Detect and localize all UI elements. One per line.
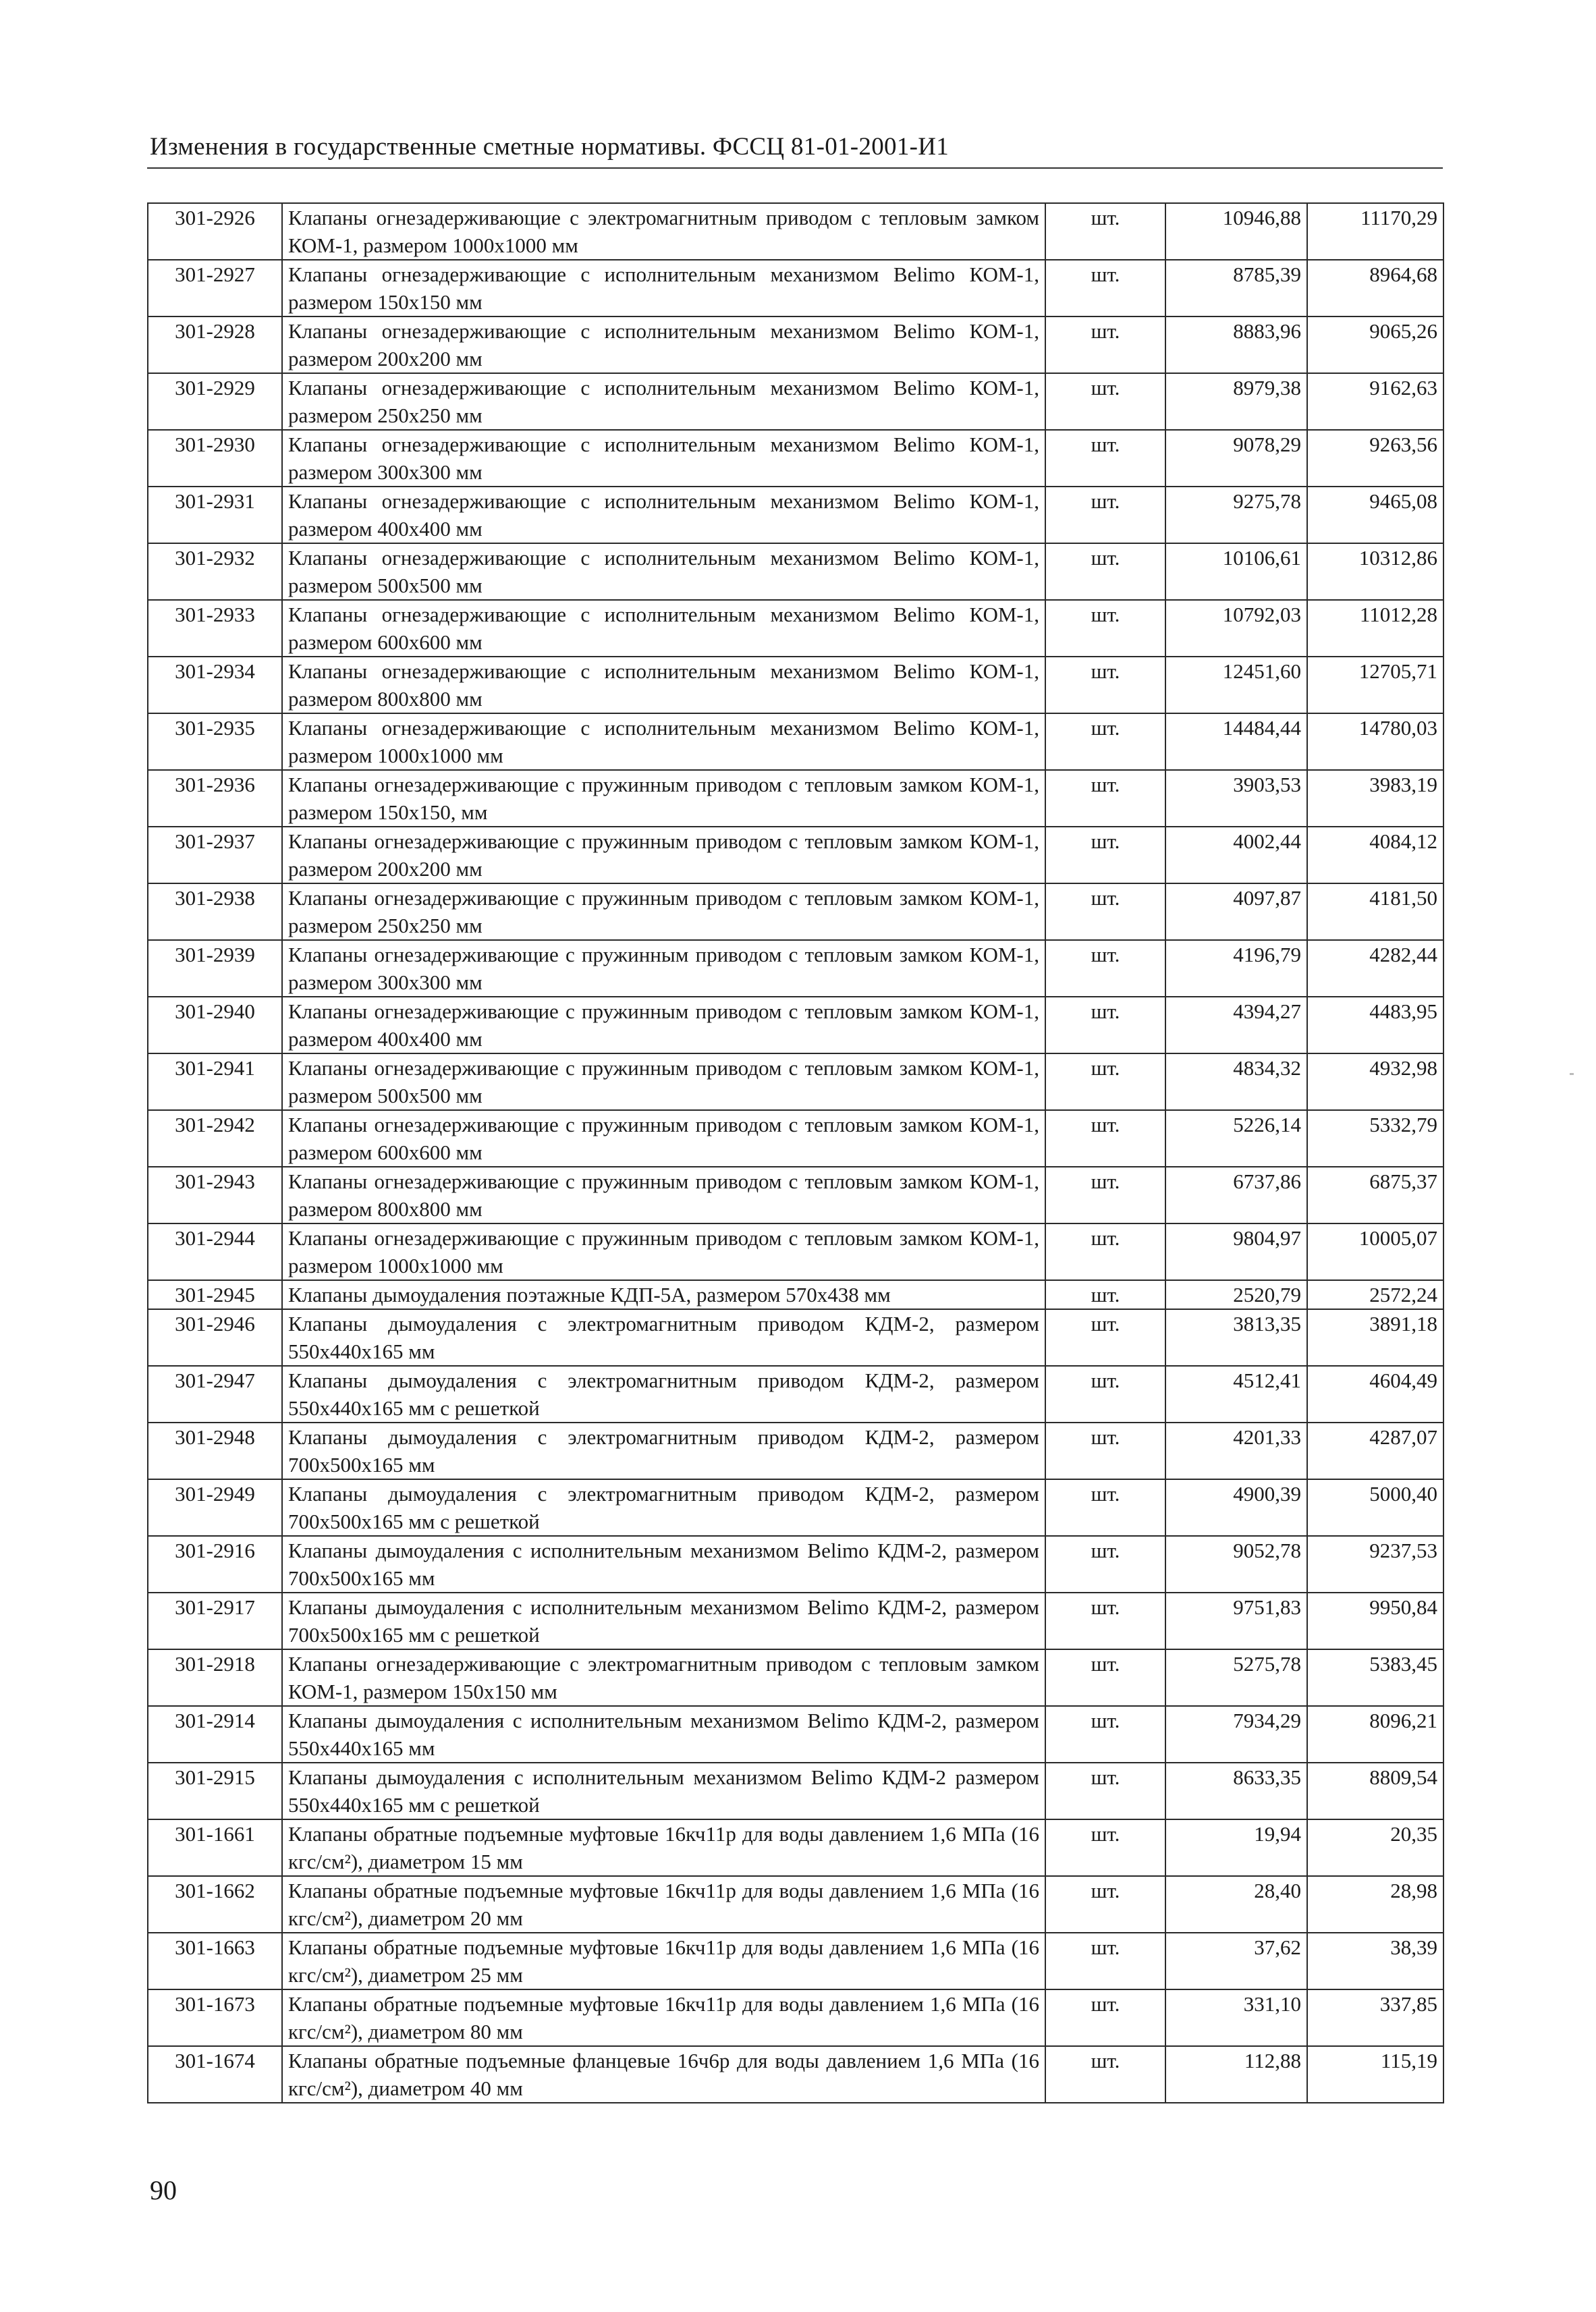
price-new-cell: 6875,37 — [1307, 1167, 1443, 1223]
price-current-cell: 10106,61 — [1165, 543, 1307, 600]
description-cell: Клапаны огнезадерживающие с пружинным приводом с тепловым замком КОМ-1, размером 500х500 мм — [282, 1053, 1045, 1110]
description-cell: Клапаны дымоудаления с исполнительным механизмом Belimo КДМ-2, размером 700х500х165 мм — [282, 1536, 1045, 1593]
description-cell: Клапаны дымоудаления поэтажные КДП-5А, размером 570х438 мм — [282, 1280, 1045, 1309]
price-current-cell: 4002,44 — [1165, 827, 1307, 883]
unit-cell: шт. — [1045, 203, 1165, 260]
price-new-cell: 9950,84 — [1307, 1593, 1443, 1649]
unit-cell: шт. — [1045, 260, 1165, 316]
unit-cell: шт. — [1045, 1649, 1165, 1706]
price-new-cell: 12705,71 — [1307, 657, 1443, 713]
unit-cell: шт. — [1045, 1110, 1165, 1167]
price-new-cell: 4604,49 — [1307, 1366, 1443, 1423]
resource-code-cell: 301-2940 — [148, 997, 282, 1053]
resource-code-cell: 301-2943 — [148, 1167, 282, 1223]
price-current-cell: 12451,60 — [1165, 657, 1307, 713]
table-row — [148, 1167, 1443, 1223]
resource-code-cell: 301-2941 — [148, 1053, 282, 1110]
price-new-cell: 9065,26 — [1307, 316, 1443, 373]
price-new-cell: 9465,08 — [1307, 487, 1443, 543]
unit-cell: шт. — [1045, 657, 1165, 713]
unit-cell: шт. — [1045, 487, 1165, 543]
price-current-cell: 4394,27 — [1165, 997, 1307, 1053]
table-row — [148, 430, 1443, 487]
price-current-cell: 5226,14 — [1165, 1110, 1307, 1167]
table-row — [148, 203, 1443, 260]
price-current-cell: 4097,87 — [1165, 883, 1307, 940]
price-new-cell: 28,98 — [1307, 1876, 1443, 1933]
price-new-cell: 4084,12 — [1307, 827, 1443, 883]
price-current-cell: 10792,03 — [1165, 600, 1307, 657]
description-cell: Клапаны огнезадерживающие с пружинным приводом с тепловым замком КОМ-1, размером 200х200 мм — [282, 827, 1045, 883]
table-row — [148, 487, 1443, 543]
price-current-cell: 4900,39 — [1165, 1479, 1307, 1536]
resource-code-cell: 301-2942 — [148, 1110, 282, 1167]
table-row — [148, 1706, 1443, 1763]
description-cell: Клапаны дымоудаления с исполнительным механизмом Belimo КДМ-2, размером 550х440х165 мм — [282, 1706, 1045, 1763]
resource-code-cell: 301-2915 — [148, 1763, 282, 1819]
description-cell: Клапаны огнезадерживающие с пружинным приводом с тепловым замком КОМ-1, размером 250х250 мм — [282, 883, 1045, 940]
resource-code-cell: 301-2933 — [148, 600, 282, 657]
resource-code-cell: 301-2946 — [148, 1309, 282, 1366]
resource-code-cell: 301-2926 — [148, 203, 282, 260]
price-current-cell: 4834,32 — [1165, 1053, 1307, 1110]
resource-code-cell: 301-1674 — [148, 2046, 282, 2103]
description-cell: Клапаны огнезадерживающие с пружинным приводом с тепловым замком КОМ-1, размером 150х150, мм — [282, 770, 1045, 827]
price-new-cell: 11170,29 — [1307, 203, 1443, 260]
table-row — [148, 260, 1443, 316]
resource-code-cell: 301-1661 — [148, 1819, 282, 1876]
table-row — [148, 1366, 1443, 1423]
unit-cell: шт. — [1045, 997, 1165, 1053]
description-cell: Клапаны дымоудаления с исполнительным механизмом Belimo КДМ-2 размером 550х440х165 мм с решеткой — [282, 1763, 1045, 1819]
table-row — [148, 883, 1443, 940]
resource-code-cell: 301-2931 — [148, 487, 282, 543]
price-current-cell: 9078,29 — [1165, 430, 1307, 487]
price-current-cell: 331,10 — [1165, 1989, 1307, 2046]
table-row — [148, 1649, 1443, 1706]
price-current-cell: 8979,38 — [1165, 373, 1307, 430]
unit-cell: шт. — [1045, 316, 1165, 373]
table-row — [148, 1280, 1443, 1309]
price-current-cell: 10946,88 — [1165, 203, 1307, 260]
header-rule — [147, 167, 1443, 169]
description-cell: Клапаны огнезадерживающие с исполнительным механизмом Belimo КОМ-1, размером 250х250 мм — [282, 373, 1045, 430]
description-cell: Клапаны дымоудаления с электромагнитным приводом КДМ-2, размером 550х440х165 мм с решеткой — [282, 1366, 1045, 1423]
price-new-cell: 10005,07 — [1307, 1223, 1443, 1280]
unit-cell: шт. — [1045, 1309, 1165, 1366]
description-cell: Клапаны огнезадерживающие с исполнительным механизмом Belimo КОМ-1, размером 600х600 мм — [282, 600, 1045, 657]
margin-mark — [1570, 1073, 1574, 1075]
price-new-cell: 11012,28 — [1307, 600, 1443, 657]
table-row — [148, 827, 1443, 883]
table-row — [148, 1819, 1443, 1876]
description-cell: Клапаны огнезадерживающие с электромагнитным приводом с тепловым замком КОМ-1, размером 150х150 мм — [282, 1649, 1045, 1706]
table-row — [148, 2046, 1443, 2103]
price-current-cell: 6737,86 — [1165, 1167, 1307, 1223]
unit-cell: шт. — [1045, 1933, 1165, 1989]
description-cell: Клапаны огнезадерживающие с исполнительным механизмом Belimo КОМ-1, размером 500х500 мм — [282, 543, 1045, 600]
unit-cell: шт. — [1045, 940, 1165, 997]
price-current-cell: 9804,97 — [1165, 1223, 1307, 1280]
description-cell: Клапаны дымоудаления с электромагнитным приводом КДМ-2, размером 700х500х165 мм с решеткой — [282, 1479, 1045, 1536]
price-current-cell: 4512,41 — [1165, 1366, 1307, 1423]
resource-code-cell: 301-1673 — [148, 1989, 282, 2046]
resource-code-cell: 301-2934 — [148, 657, 282, 713]
price-new-cell: 8809,54 — [1307, 1763, 1443, 1819]
description-cell: Клапаны огнезадерживающие с электромагнитным приводом с тепловым замком КОМ-1, размером 1000х1000 мм — [282, 203, 1045, 260]
price-new-cell: 20,35 — [1307, 1819, 1443, 1876]
price-current-cell: 4196,79 — [1165, 940, 1307, 997]
table-row — [148, 1593, 1443, 1649]
unit-cell: шт. — [1045, 1819, 1165, 1876]
unit-cell: шт. — [1045, 1763, 1165, 1819]
price-current-cell: 5275,78 — [1165, 1649, 1307, 1706]
unit-cell: шт. — [1045, 1876, 1165, 1933]
description-cell: Клапаны обратные подъемные муфтовые 16кч11р для воды давлением 1,6 МПа (16 кгс/см²), диаметром 25 мм — [282, 1933, 1045, 1989]
unit-cell: шт. — [1045, 770, 1165, 827]
unit-cell: шт. — [1045, 1536, 1165, 1593]
resource-code-cell: 301-2930 — [148, 430, 282, 487]
table-row — [148, 1110, 1443, 1167]
description-cell: Клапаны обратные подъемные фланцевые 16ч6р для воды давлением 1,6 МПа (16 кгс/см²), диаметром 40 мм — [282, 2046, 1045, 2103]
price-new-cell: 4932,98 — [1307, 1053, 1443, 1110]
price-new-cell: 5000,40 — [1307, 1479, 1443, 1536]
unit-cell: шт. — [1045, 373, 1165, 430]
resource-code-cell: 301-2947 — [148, 1366, 282, 1423]
table-row — [148, 1933, 1443, 1989]
resource-code-cell: 301-2939 — [148, 940, 282, 997]
unit-cell: шт. — [1045, 2046, 1165, 2103]
table-row — [148, 770, 1443, 827]
price-current-cell: 3903,53 — [1165, 770, 1307, 827]
unit-cell: шт. — [1045, 1280, 1165, 1309]
unit-cell: шт. — [1045, 827, 1165, 883]
table-row — [148, 1479, 1443, 1536]
description-cell: Клапаны огнезадерживающие с пружинным приводом с тепловым замком КОМ-1, размером 600х600 мм — [282, 1110, 1045, 1167]
description-cell: Клапаны огнезадерживающие с пружинным приводом с тепловым замком КОМ-1, размером 300х300 мм — [282, 940, 1045, 997]
price-new-cell: 10312,86 — [1307, 543, 1443, 600]
description-cell: Клапаны огнезадерживающие с пружинным приводом с тепловым замком КОМ-1, размером 400х400 мм — [282, 997, 1045, 1053]
description-cell: Клапаны огнезадерживающие с исполнительным механизмом Belimo КОМ-1, размером 300х300 мм — [282, 430, 1045, 487]
price-new-cell: 9263,56 — [1307, 430, 1443, 487]
price-current-cell: 19,94 — [1165, 1819, 1307, 1876]
price-new-cell: 3983,19 — [1307, 770, 1443, 827]
table-row — [148, 713, 1443, 770]
table-row — [148, 1763, 1443, 1819]
unit-cell: шт. — [1045, 430, 1165, 487]
table-row — [148, 543, 1443, 600]
resource-code-cell: 301-1663 — [148, 1933, 282, 1989]
price-current-cell: 9275,78 — [1165, 487, 1307, 543]
table-row — [148, 1309, 1443, 1366]
resource-code-cell: 301-2918 — [148, 1649, 282, 1706]
unit-cell: шт. — [1045, 1479, 1165, 1536]
price-table-body — [148, 203, 1443, 2103]
unit-cell: шт. — [1045, 1053, 1165, 1110]
price-current-cell: 4201,33 — [1165, 1423, 1307, 1479]
description-cell: Клапаны огнезадерживающие с исполнительным механизмом Belimo КОМ-1, размером 400х400 мм — [282, 487, 1045, 543]
price-current-cell: 8633,35 — [1165, 1763, 1307, 1819]
unit-cell: шт. — [1045, 713, 1165, 770]
table-row — [148, 1223, 1443, 1280]
resource-code-cell: 301-2949 — [148, 1479, 282, 1536]
price-new-cell: 5332,79 — [1307, 1110, 1443, 1167]
resource-code-cell: 301-2927 — [148, 260, 282, 316]
price-current-cell: 9751,83 — [1165, 1593, 1307, 1649]
price-current-cell: 8785,39 — [1165, 260, 1307, 316]
resource-code-cell: 301-2914 — [148, 1706, 282, 1763]
price-current-cell: 8883,96 — [1165, 316, 1307, 373]
table-row — [148, 657, 1443, 713]
price-new-cell: 3891,18 — [1307, 1309, 1443, 1366]
price-current-cell: 9052,78 — [1165, 1536, 1307, 1593]
description-cell: Клапаны обратные подъемные муфтовые 16кч11р для воды давлением 1,6 МПа (16 кгс/см²), диаметром 20 мм — [282, 1876, 1045, 1933]
resource-code-cell: 301-2944 — [148, 1223, 282, 1280]
page-number: 90 — [150, 2175, 177, 2205]
unit-cell: шт. — [1045, 1167, 1165, 1223]
unit-cell: шт. — [1045, 543, 1165, 600]
table-row — [148, 1989, 1443, 2046]
price-new-cell: 8096,21 — [1307, 1706, 1443, 1763]
table-row — [148, 1536, 1443, 1593]
resource-code-cell: 301-2929 — [148, 373, 282, 430]
description-cell: Клапаны огнезадерживающие с пружинным приводом с тепловым замком КОМ-1, размером 1000х1000 мм — [282, 1223, 1045, 1280]
price-current-cell: 3813,35 — [1165, 1309, 1307, 1366]
price-new-cell: 9162,63 — [1307, 373, 1443, 430]
resource-code-cell: 301-1662 — [148, 1876, 282, 1933]
description-cell: Клапаны огнезадерживающие с исполнительным механизмом Belimo КОМ-1, размером 800х800 мм — [282, 657, 1045, 713]
table-row — [148, 600, 1443, 657]
description-cell: Клапаны огнезадерживающие с исполнительным механизмом Belimo КОМ-1, размером 150х150 мм — [282, 260, 1045, 316]
unit-cell: шт. — [1045, 1366, 1165, 1423]
price-new-cell: 115,19 — [1307, 2046, 1443, 2103]
description-cell: Клапаны дымоудаления с электромагнитным приводом КДМ-2, размером 700х500х165 мм — [282, 1423, 1045, 1479]
price-new-cell: 4287,07 — [1307, 1423, 1443, 1479]
unit-cell: шт. — [1045, 600, 1165, 657]
price-current-cell: 2520,79 — [1165, 1280, 1307, 1309]
description-cell: Клапаны огнезадерживающие с пружинным приводом с тепловым замком КОМ-1, размером 800х800 мм — [282, 1167, 1045, 1223]
description-cell: Клапаны дымоудаления с исполнительным механизмом Belimo КДМ-2, размером 700х500х165 мм с решеткой — [282, 1593, 1045, 1649]
price-new-cell: 38,39 — [1307, 1933, 1443, 1989]
price-current-cell: 28,40 — [1165, 1876, 1307, 1933]
unit-cell: шт. — [1045, 1989, 1165, 2046]
resource-code-cell: 301-2948 — [148, 1423, 282, 1479]
table-row — [148, 940, 1443, 997]
resource-code-cell: 301-2935 — [148, 713, 282, 770]
table-row — [148, 316, 1443, 373]
table-row — [148, 1876, 1443, 1933]
price-new-cell: 4483,95 — [1307, 997, 1443, 1053]
unit-cell: шт. — [1045, 1593, 1165, 1649]
description-cell: Клапаны дымоудаления с электромагнитным приводом КДМ-2, размером 550х440х165 мм — [282, 1309, 1045, 1366]
resource-code-cell: 301-2917 — [148, 1593, 282, 1649]
price-new-cell: 9237,53 — [1307, 1536, 1443, 1593]
unit-cell: шт. — [1045, 1423, 1165, 1479]
table-row — [148, 1053, 1443, 1110]
price-current-cell: 112,88 — [1165, 2046, 1307, 2103]
resource-code-cell: 301-2945 — [148, 1280, 282, 1309]
resource-code-cell: 301-2938 — [148, 883, 282, 940]
price-new-cell: 5383,45 — [1307, 1649, 1443, 1706]
price-current-cell: 37,62 — [1165, 1933, 1307, 1989]
table-row — [148, 997, 1443, 1053]
description-cell: Клапаны огнезадерживающие с исполнительным механизмом Belimo КОМ-1, размером 1000х1000 мм — [282, 713, 1045, 770]
price-new-cell: 4181,50 — [1307, 883, 1443, 940]
price-new-cell: 8964,68 — [1307, 260, 1443, 316]
unit-cell: шт. — [1045, 883, 1165, 940]
price-current-cell: 7934,29 — [1165, 1706, 1307, 1763]
price-new-cell: 14780,03 — [1307, 713, 1443, 770]
price-new-cell: 337,85 — [1307, 1989, 1443, 2046]
page-header-title: Изменения в государственные сметные нормативы. ФССЦ 81-01-2001-И1 — [150, 133, 950, 161]
unit-cell: шт. — [1045, 1223, 1165, 1280]
resource-code-cell: 301-2932 — [148, 543, 282, 600]
price-new-cell: 4282,44 — [1307, 940, 1443, 997]
description-cell: Клапаны обратные подъемные муфтовые 16кч11р для воды давлением 1,6 МПа (16 кгс/см²), диаметром 15 мм — [282, 1819, 1045, 1876]
table-row — [148, 1423, 1443, 1479]
description-cell: Клапаны огнезадерживающие с исполнительным механизмом Belimo КОМ-1, размером 200х200 мм — [282, 316, 1045, 373]
table-row — [148, 373, 1443, 430]
resource-code-cell: 301-2928 — [148, 316, 282, 373]
price-table — [147, 202, 1444, 2103]
unit-cell: шт. — [1045, 1706, 1165, 1763]
price-current-cell: 14484,44 — [1165, 713, 1307, 770]
resource-code-cell: 301-2937 — [148, 827, 282, 883]
resource-code-cell: 301-2936 — [148, 770, 282, 827]
resource-code-cell: 301-2916 — [148, 1536, 282, 1593]
description-cell: Клапаны обратные подъемные муфтовые 16кч11р для воды давлением 1,6 МПа (16 кгс/см²), диаметром 80 мм — [282, 1989, 1045, 2046]
price-new-cell: 2572,24 — [1307, 1280, 1443, 1309]
